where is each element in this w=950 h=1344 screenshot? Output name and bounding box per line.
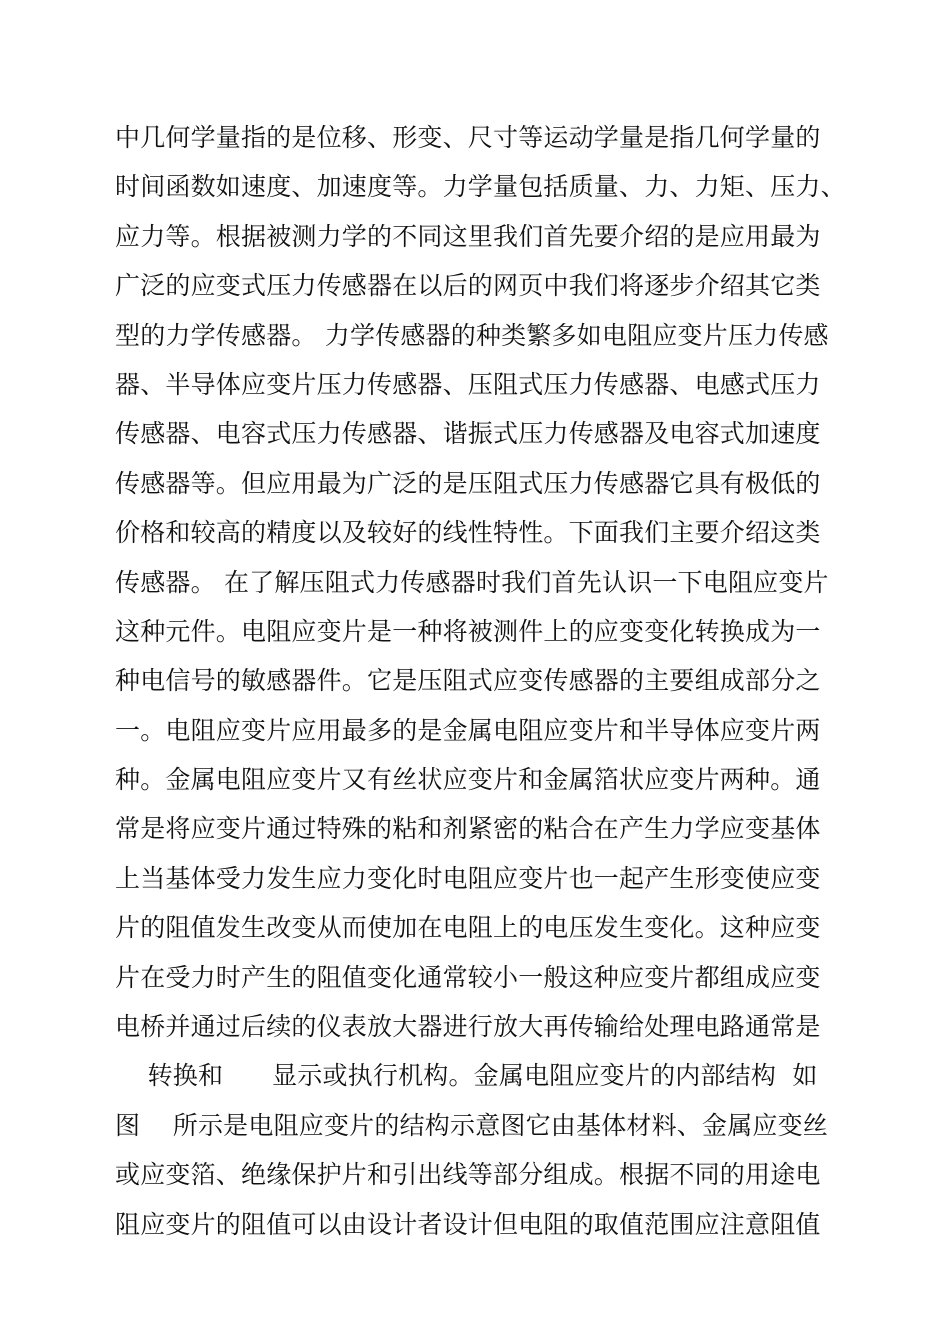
text-line: 传感器。 在了解压阻式力传感器时我们首先认识一下电阻应变片 (115, 567, 829, 597)
text-line: 一。电阻应变片应用最多的是金属电阻应变片和半导体应变片两 (115, 715, 821, 745)
text-line: 价格和较高的精度以及较好的线性特性。下面我们主要介绍这类 (115, 518, 821, 548)
text-line: 时间函数如速度、加速度等。力学量包括质量、力、力矩、压力、 (115, 172, 846, 202)
text-line: 转换和 显示或执行机构。金属电阻应变片的内部结构 如 (115, 1061, 818, 1091)
text-line: 片的阻值发生改变从而使加在电阻上的电压发生变化。这种应变 (115, 913, 821, 943)
text-line: 这种元件。电阻应变片是一种将被测件上的应变变化转换成为一 (115, 616, 821, 646)
text-line: 应力等。根据被测力学的不同这里我们首先要介绍的是应用最为 (115, 221, 821, 251)
text-line: 电桥并通过后续的仪表放大器进行放大再传输给处理电路通常是 (115, 1012, 821, 1042)
text-line: 种。金属电阻应变片又有丝状应变片和金属箔状应变片两种。通 (115, 765, 821, 795)
text-line: 器、半导体应变片压力传感器、压阻式压力传感器、电感式压力 (115, 369, 821, 399)
text-line: 传感器、电容式压力传感器、谐振式压力传感器及电容式加速度 (115, 419, 821, 449)
text-line: 种电信号的敏感器件。它是压阻式应变传感器的主要组成部分之 (115, 666, 821, 696)
text-line: 图 所示是电阻应变片的结构示意图它由基体材料、金属应变丝 (115, 1110, 828, 1140)
text-line: 上当基体受力发生应力变化时电阻应变片也一起产生形变使应变 (115, 863, 821, 893)
text-line: 或应变箔、绝缘保护片和引出线等部分组成。根据不同的用途电 (115, 1160, 821, 1190)
text-line: 片在受力时产生的阻值变化通常较小一般这种应变片都组成应变 (115, 962, 821, 992)
text-line: 中几何学量指的是位移、形变、尺寸等运动学量是指几何学量的 (115, 123, 821, 152)
text-line: 常是将应变片通过特殊的粘和剂紧密的粘合在产生力学应变基体 (115, 814, 821, 844)
text-line: 广泛的应变式压力传感器在以后的网页中我们将逐步介绍其它类 (115, 271, 821, 301)
text-line: 传感器等。但应用最为广泛的是压阻式压力传感器它具有极低的 (115, 468, 821, 498)
text-line: 型的力学传感器。 力学传感器的种类繁多如电阻应变片压力传感 (115, 320, 829, 350)
body-text (115, 113, 845, 1249)
text-line: 阻应变片的阻值可以由设计者设计但电阻的取值范围应注意阻值 (115, 1209, 821, 1239)
